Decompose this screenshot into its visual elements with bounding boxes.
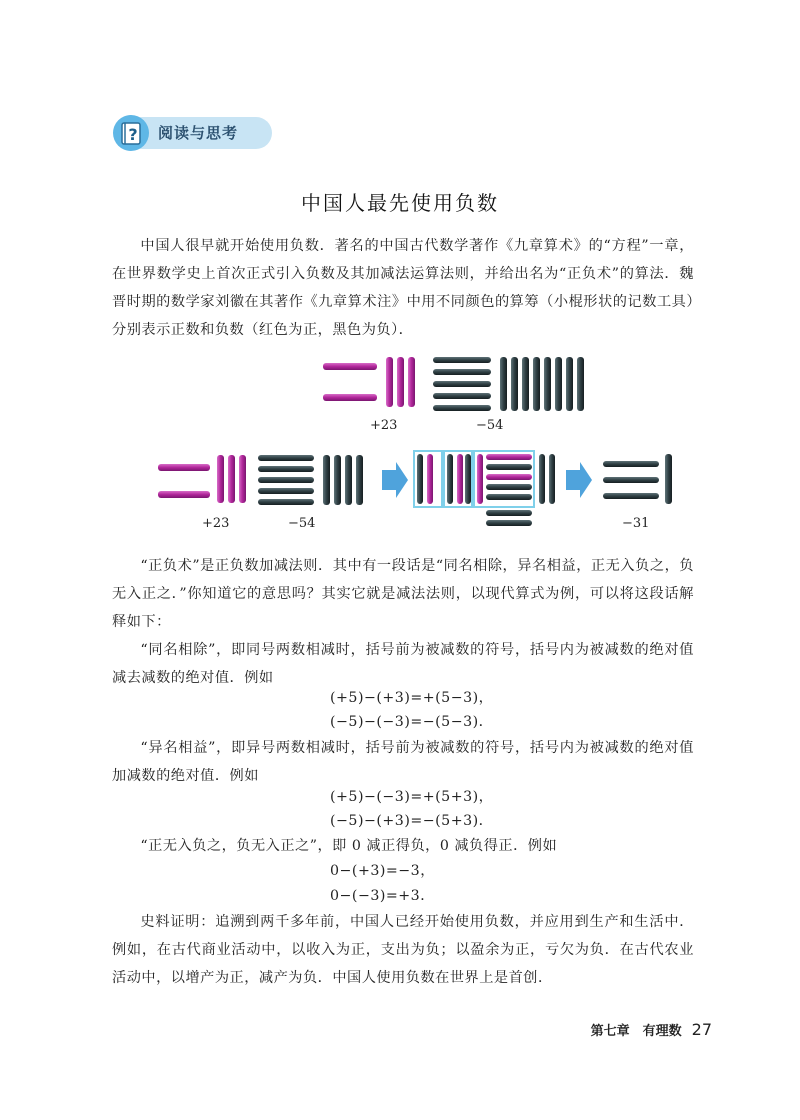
rod-black-h [433,381,491,387]
zhengfu-paragraph: “正负术”是正负数加减法则．其中有一段话是“同名相除，异名相益，正无入负之，负无入正之．”你知道它的意思吗？其实它就是减法法则，以现代算式为例，可以将这段话解释如下： [112,558,694,630]
rod-black-v [356,455,363,505]
svg-text:?: ? [128,125,138,144]
question-book-icon [112,114,150,152]
rod-black-h [433,393,491,399]
rod-black-v [345,455,352,505]
rod-red-h [323,394,377,401]
rod-black-h [258,455,314,461]
rod-black-h [433,405,491,411]
right-arrow-icon [382,462,408,498]
rod-black-v [511,357,518,411]
rod-red-v [427,454,433,504]
equation: 0−(+3)=−3， [330,863,435,879]
history-paragraph: 史料证明：追溯到两千多年前，中国人已经开始使用负数，并应用到生产和生活中．例如，在古代商业活动中，以收入为正，支出为负；以盈余为正，亏欠为负．在古代农业活动中，以增产为正，减产为负．中国人使用负数在世界上是首创． [112,914,694,986]
rod-black-v [555,357,562,411]
counting-rods-figure [0,340,800,540]
rod-red-h [158,464,210,471]
rod-black-v [465,454,471,504]
page-title: 中国人最先使用负数 [301,191,499,215]
rod-black-h [486,484,532,490]
rod-black-h [486,464,532,470]
label-top-minus-54: −54 [476,418,504,433]
rods-result-minus-31 [603,454,672,504]
rod-red-v [477,454,483,504]
rod-black-h [258,499,314,505]
rule3-paragraph: “正无入负之，负无入正之”，即 0 减正得负，0 减负得正．例如 [140,838,558,854]
intro-paragraph: 中国人很早就开始使用负数．著名的中国古代数学著作《九章算术》的“方程”一章，在世界数学史上首次正式引入负数及其加减法运算法则，并给出名为“正负术”的算法．魏晋时期的数学家刘徽在其著作《九章算术注》中用不同颜色的算筹（小棍形状的记数工具）分别表示正数和负数（红色为正，黑色为负）． [112,238,694,338]
rod-black-v [533,357,540,411]
rod-red-v [217,455,224,503]
rod-black-h [258,466,314,472]
rod-red-h [486,454,532,460]
rods-top-plus-23 [323,357,415,407]
rod-black-h [433,357,491,363]
rods-top-minus-54 [433,357,584,411]
rod-black-v [549,454,555,504]
label-result-minus-31: −31 [622,516,650,531]
rod-black-h [486,520,532,526]
rule1-paragraph: “同名相除”，即同号两数相减时，括号前为被减数的符号，括号内为被减数的绝对值减去减数的绝对值．例如 [112,642,694,686]
rod-black-h [433,369,491,375]
rod-black-v [539,454,545,504]
rod-black-h [603,477,659,483]
rods-bottom-minus-54 [258,455,363,505]
rod-black-v [522,357,529,411]
rod-black-h [258,488,314,494]
rods-cancellation-group [414,451,555,526]
label-bottom-minus-54: −54 [288,516,316,531]
chapter-label: 第七章 有理数 [590,1024,682,1039]
rod-red-v [239,455,246,503]
rod-black-v [665,454,672,504]
rod-red-h [158,491,210,498]
badge-label: 阅读与思考 [158,124,239,142]
section-badge [112,114,272,152]
rod-black-v [500,357,507,411]
rod-red-v [408,357,415,407]
label-bottom-plus-23: +23 [202,516,230,531]
rod-black-h [603,461,659,467]
rod-red-h [323,363,377,370]
rod-black-v [577,357,584,411]
rod-black-v [566,357,573,411]
rod-black-h [258,477,314,483]
page-number: 27 [691,1020,712,1039]
rod-black-v [334,455,341,505]
right-arrow-icon [566,462,592,498]
rod-black-v [323,455,330,505]
rod-black-h [603,493,659,499]
equation: 0−(−3)=+3． [330,888,435,904]
rods-bottom-plus-23 [158,455,246,503]
equation: (−5)−(+3)=−(5+3)． [330,813,494,829]
rod-red-v [397,357,404,407]
rod-black-v [417,454,423,504]
equation: (+5)−(+3)=+(5−3)， [330,690,494,706]
rod-red-h [486,474,532,480]
rod-black-v [447,454,453,504]
rod-black-v [544,357,551,411]
rod-black-h [486,510,532,516]
rod-red-v [457,454,463,504]
equation: (+5)−(−3)=+(5+3)， [330,789,494,805]
page-footer [591,1020,712,1039]
rule2-paragraph: “异名相益”，即异号两数相减时，括号前为被减数的符号，括号内为被减数的绝对值加减数的绝对值．例如 [112,740,694,784]
label-top-plus-23: +23 [370,418,398,433]
equation: (−5)−(−3)=−(5−3)． [330,714,494,730]
rod-red-v [228,455,235,503]
rod-red-v [386,357,393,407]
rod-black-h [486,494,532,500]
